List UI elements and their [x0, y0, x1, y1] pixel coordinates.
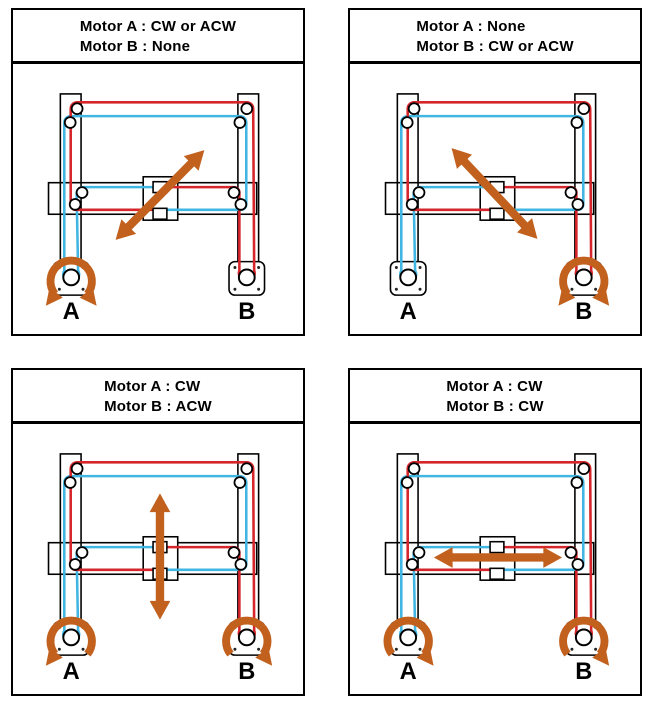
screw-dot	[233, 288, 236, 291]
panel-top-right	[348, 8, 642, 336]
corexy-diagram-svg	[13, 424, 303, 689]
arrowhead	[543, 547, 562, 568]
idler-pulley	[77, 187, 88, 198]
idler-pulley	[235, 559, 246, 570]
idler-pulley	[409, 463, 420, 474]
idler-pulley	[72, 463, 83, 474]
screw-dot	[58, 288, 61, 291]
corexy-diagram	[350, 424, 640, 691]
motor-b-label: B	[575, 658, 593, 685]
belt-clamp-bottom	[490, 208, 504, 219]
screw-dot	[395, 266, 398, 269]
idler-pulley	[409, 103, 420, 114]
motor-b-pulley	[576, 629, 592, 645]
idler-pulley	[234, 477, 245, 488]
title-line-motor-b: Motor B : None	[79, 38, 191, 55]
belt-clamp-top	[490, 542, 504, 553]
idler-pulley	[241, 463, 252, 474]
motion-direction-arrow	[452, 148, 538, 239]
motor-a-pulley	[400, 629, 416, 645]
screw-dot	[570, 288, 573, 291]
title-line-motor-b: Motor B : CW or ACW	[416, 38, 574, 55]
motor-a-pulley	[63, 629, 79, 645]
screw-dot	[58, 648, 61, 651]
motor-b-label: B	[575, 298, 593, 325]
screw-dot	[419, 288, 422, 291]
screw-dot	[233, 266, 236, 269]
screw-dot	[257, 648, 260, 651]
idler-pulley	[566, 547, 577, 558]
motor-b-pulley	[576, 269, 592, 285]
belt-clamp-bottom	[153, 208, 167, 219]
idler-pulley	[407, 559, 418, 570]
belt-clamp-bottom	[490, 568, 504, 579]
corexy-diagram-svg	[350, 64, 640, 329]
title-line-motor-b: Motor B : ACW	[104, 398, 212, 415]
title-line-motor-a: Motor A : CW	[104, 378, 201, 395]
motor-a-label: A	[399, 658, 417, 685]
title-line-motor-a: Motor A : None	[416, 18, 526, 35]
screw-dot	[419, 266, 422, 269]
title-line-motor-a: Motor A : CW or ACW	[79, 18, 237, 35]
idler-pulley	[70, 199, 81, 210]
corexy-diagram	[13, 64, 303, 331]
idler-pulley	[229, 547, 240, 558]
idler-pulley	[571, 477, 582, 488]
arrowhead	[150, 493, 171, 512]
motor-a-label: A	[62, 298, 80, 325]
idler-pulley	[65, 477, 76, 488]
panel-title	[13, 10, 303, 64]
screw-dot	[594, 648, 597, 651]
panel-bottom-right	[348, 368, 642, 696]
idler-pulley	[72, 103, 83, 114]
idler-pulley	[566, 187, 577, 198]
motor-a-pulley	[400, 269, 416, 285]
panel-title	[13, 370, 303, 424]
corexy-diagram-svg	[350, 424, 640, 689]
screw-dot	[257, 266, 260, 269]
motor-b-label: B	[238, 658, 256, 685]
idler-pulley	[65, 117, 76, 128]
motion-direction-arrow	[116, 150, 205, 240]
motor-a-label: A	[62, 658, 80, 685]
screw-dot	[395, 648, 398, 651]
screw-dot	[570, 648, 573, 651]
idler-pulley	[414, 547, 425, 558]
idler-pulley	[578, 103, 589, 114]
screw-dot	[82, 648, 85, 651]
corexy-diagram	[13, 424, 303, 691]
panel-title	[350, 10, 640, 64]
idler-pulley	[572, 199, 583, 210]
panel-top-left	[11, 8, 305, 336]
motor-b-pulley	[239, 629, 255, 645]
idler-pulley	[402, 477, 413, 488]
motor-b-pulley	[239, 269, 255, 285]
corexy-diagram	[350, 64, 640, 331]
screw-dot	[82, 288, 85, 291]
idler-pulley	[571, 117, 582, 128]
idler-pulley	[578, 463, 589, 474]
arrowhead	[150, 601, 171, 620]
screw-dot	[395, 288, 398, 291]
corexy-diagram-svg	[13, 64, 303, 329]
idler-pulley	[407, 199, 418, 210]
screw-dot	[419, 648, 422, 651]
screw-dot	[594, 288, 597, 291]
motor-b-label: B	[238, 298, 256, 325]
screw-dot	[233, 648, 236, 651]
idler-pulley	[235, 199, 246, 210]
idler-pulley	[229, 187, 240, 198]
idler-pulley	[70, 559, 81, 570]
idler-pulley	[241, 103, 252, 114]
idler-pulley	[402, 117, 413, 128]
idler-pulley	[414, 187, 425, 198]
idler-pulley	[77, 547, 88, 558]
title-line-motor-a: Motor A : CW	[446, 378, 543, 395]
motor-a-label: A	[399, 298, 417, 325]
idler-pulley	[572, 559, 583, 570]
screw-dot	[257, 288, 260, 291]
idler-pulley	[234, 117, 245, 128]
panel-bottom-left	[11, 368, 305, 696]
arrowhead	[434, 547, 453, 568]
motor-a-pulley	[63, 269, 79, 285]
title-line-motor-b: Motor B : CW	[446, 398, 544, 415]
panel-title	[350, 370, 640, 424]
